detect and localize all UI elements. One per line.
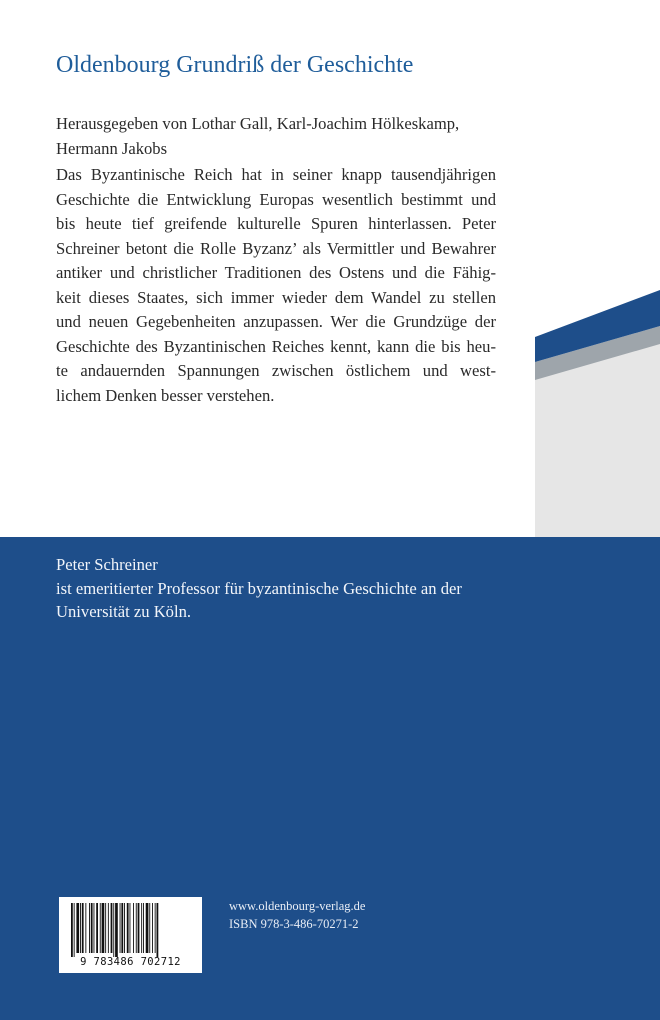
editors-line: Hermann Jakobs (56, 138, 168, 158)
barcode-bar (127, 903, 129, 953)
author-bio (56, 553, 496, 624)
barcode-bar (80, 903, 81, 953)
barcode-bar (152, 903, 153, 953)
description-line: und neuen Gegebenheiten anzupassen. Wer die Grundzüge der (56, 312, 496, 331)
barcode-bar (82, 903, 84, 953)
barcode-bar (76, 903, 79, 953)
barcode-bar (130, 903, 131, 953)
barcode-bar (91, 903, 93, 953)
barcode-bar (94, 903, 95, 953)
barcode-bar (141, 903, 142, 953)
isbn-barcode (59, 897, 202, 973)
publisher-info (229, 897, 489, 933)
barcode-bar (85, 903, 86, 953)
description-line: Geschichte des Byzantinischen Reiches kennt, kann die bis heu- (56, 336, 496, 356)
barcode-bar (102, 903, 105, 953)
description-line: Geschichte die Entwicklung Europas wesentlich bestimmt und (56, 189, 496, 209)
description-line: lichem Denken besser verstehen. (56, 385, 275, 405)
barcode-bar (74, 903, 75, 957)
barcode-bar (149, 903, 150, 953)
book-description (56, 163, 496, 408)
isbn-label: ISBN 978-3-486-70271-2 (229, 917, 359, 931)
description-line: bis heute tief greifende kulturelle Spuren hinterlassen. Peter (56, 214, 496, 233)
author-bio-line: ist emeritierter Professor für byzantinische Geschichte an der (56, 578, 462, 598)
barcode-bar (155, 903, 156, 953)
decorative-stripes (535, 290, 660, 540)
barcode-bar (143, 903, 144, 953)
barcode-bar (133, 903, 134, 953)
description-line: antiker und christlicher Traditionen des Ostens und die Fähig- (56, 263, 496, 282)
barcode-bar (113, 903, 114, 957)
series-title: Oldenbourg Grundriß der Geschichte (56, 52, 414, 78)
barcode-bars (59, 897, 202, 957)
description-line: Schreiner betont die Rolle Byzanz’ als Vermittler und Bewahrer (56, 238, 496, 258)
barcode-bar (71, 903, 73, 957)
barcode-bar (136, 903, 137, 953)
description-line: Das Byzantinische Reich hat in seiner knapp tausendjährigen (56, 165, 496, 184)
barcode-bar (120, 903, 121, 953)
barcode-bar (157, 903, 159, 957)
barcode-digits: 9 783486 702712 (80, 956, 181, 968)
barcode-bar (121, 903, 123, 953)
editors-credit (56, 112, 496, 161)
author-bio-line: Universität zu Köln. (56, 602, 192, 621)
barcode-bar (89, 903, 90, 953)
barcode-bar (146, 903, 149, 953)
description-line: te andauernden Spannungen zwischen östlichem und west- (56, 361, 496, 380)
publisher-website: www.oldenbourg-verlag.de (229, 899, 366, 913)
author-name: Peter Schreiner (56, 555, 158, 574)
barcode-bar (111, 903, 113, 953)
barcode-bar (115, 903, 118, 957)
barcode-bar (96, 903, 98, 953)
barcode-bar (108, 903, 109, 953)
barcode-bar (138, 903, 140, 953)
barcode-bar (100, 903, 101, 953)
barcode-bar (124, 903, 125, 953)
description-line: keit dieses Staates, sich immer wieder dem Wandel zu stellen (56, 287, 496, 307)
editors-line: Herausgegeben von Lothar Gall, Karl-Joachim Hölkeskamp, (56, 114, 460, 133)
barcode-bar (105, 903, 106, 953)
